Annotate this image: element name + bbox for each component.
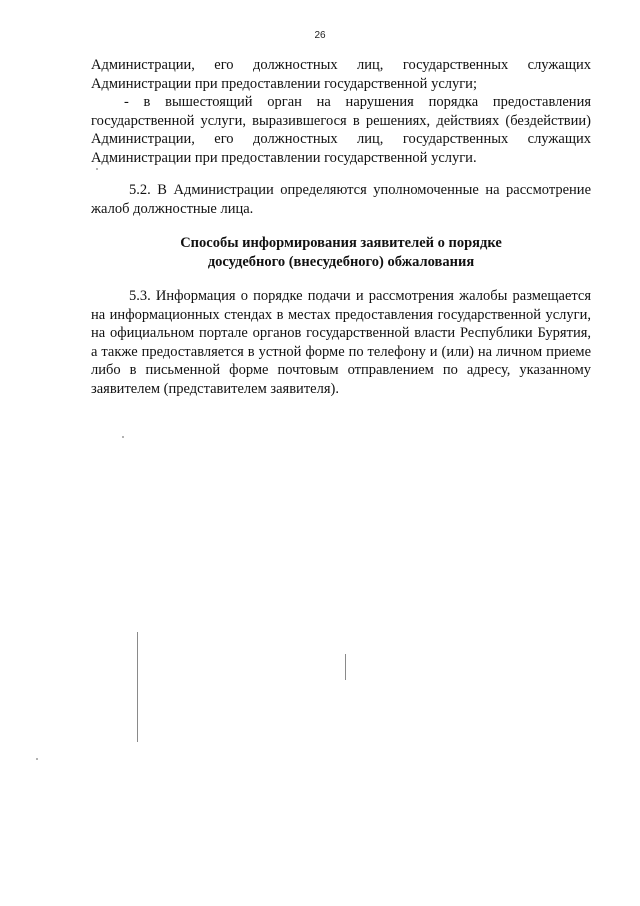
scan-artifact-dot <box>36 758 38 760</box>
section-heading: Способы информирования заявителей о порядке досудебного (внесудебного) обжалования <box>180 235 502 270</box>
page-number: 26 <box>314 30 326 41</box>
scan-artifact-line <box>345 654 346 680</box>
scan-artifact-dot <box>122 436 124 438</box>
scan-artifact-line <box>137 632 138 742</box>
paragraph-higher-authority: - в вышестоящий орган на нарушения порядка предоставления государственной услуги, выразившегося в решениях, действиях (бездействии) Администрации, его должностных лиц, государственных служащих Администрации при предоставлении государственной услуги. <box>91 94 591 166</box>
paragraph-continuation: Администрации, его должностных лиц, государственных служащих Администрации при предоставлении государственной услуги; <box>91 57 591 92</box>
scan-artifact-dot <box>96 168 98 170</box>
paragraph-5-3: 5.3. Информация о порядке подачи и рассмотрения жалобы размещается на информационных стендах в местах предоставления государственной услуги, на официальном портале органов государственной власти Республики Бурятия, а также предоставляется в устной форме по телефону и (или) на личном приеме либо в письменной форме почтовым отправлением по адресу, указанному заявителем (представителем заявителя). <box>91 288 591 397</box>
paragraph-5-2: 5.2. В Администрации определяются уполномоченные на рассмотрение жалоб должностные лица. <box>91 182 591 217</box>
